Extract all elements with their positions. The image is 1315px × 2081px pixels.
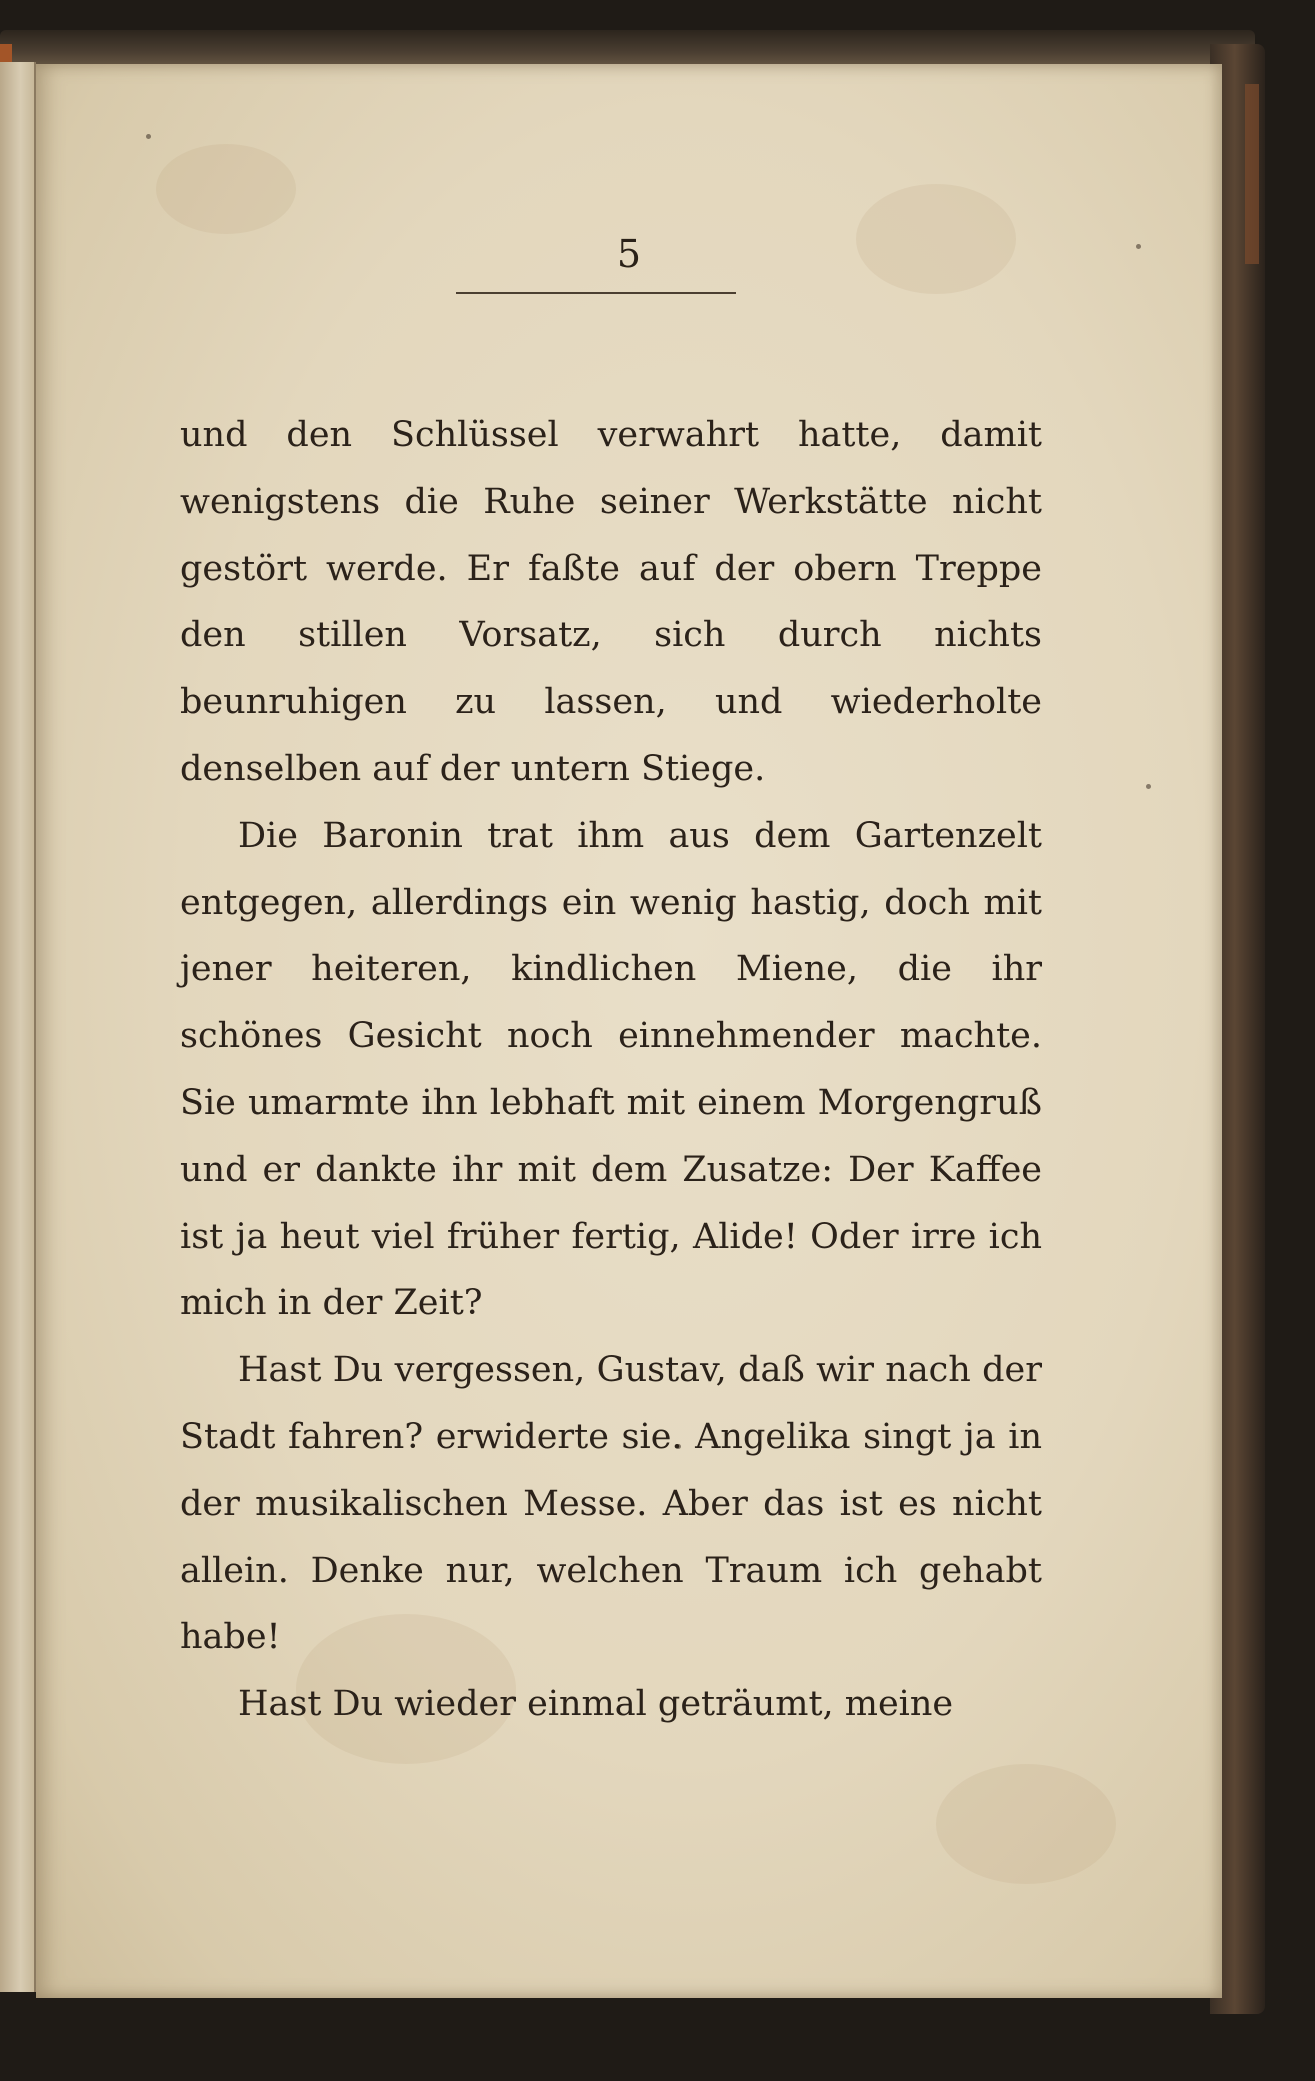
paragraph: Hast Du wieder einmal geträumt, meine xyxy=(238,1684,954,1725)
paper-stain xyxy=(936,1764,1116,1884)
paper-stain xyxy=(156,144,296,234)
book-page xyxy=(36,64,1222,1998)
paragraph: und den Schlüssel verwahrt hatte, damit wenigstens die Ruhe seiner Werkstätte nicht gestört werde. Er faßte auf der obern Treppe den stillen Vorsatz, sich durch nichts beunruhigen zu lassen, und wiederholte denselben auf der untern Stiege. xyxy=(180,415,1042,789)
header-rule xyxy=(456,292,736,294)
paragraph: Die Baronin trat ihm aus dem Gartenzelt entgegen, allerdings ein wenig hastig, doch mit jener heiteren, kindlichen Miene, die ihr schönes Gesicht noch einnehmender machte. Sie umarmte ihn lebhaft mit einem Morgengruß und er dankte ihr mit dem Zusatze: Der Kaffee ist ja heut viel früher fertig, Alide! Oder irre ich mich in der Zeit? xyxy=(180,815,1042,1324)
paper-speck xyxy=(146,134,151,139)
page-number: 5 xyxy=(616,232,642,276)
paragraph: Hast Du vergessen, Gustav, daß wir nach der Stadt fahren? erwiderte sie. Angelika singt ja in der musikalischen Messe. Aber das ist es nicht allein. Denke nur, welchen Traum ich gehabt habe! xyxy=(180,1350,1042,1658)
body-text xyxy=(180,402,1042,1738)
paper-speck xyxy=(1146,784,1151,789)
facing-page-edge xyxy=(0,62,36,1992)
